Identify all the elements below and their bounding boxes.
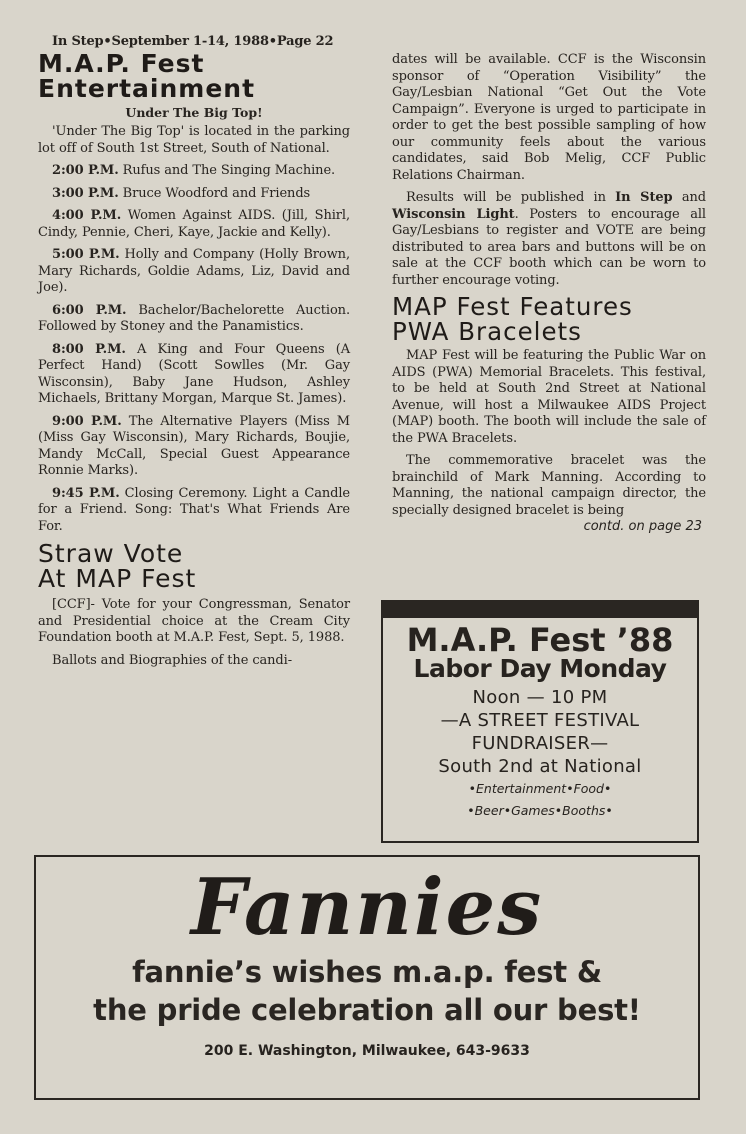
schedule-text: Women Against AIDS. (Jill, Shirl, Cindy, Pennie, Cheri, Kaye, Jackie and Kelly). — [38, 208, 350, 240]
box-title: M.A.P. Fest ’88 — [406, 621, 674, 659]
entertainment-headline-line1: M.A.P. Fest — [38, 49, 205, 78]
ad-message-line2: the pride celebration all our best! — [93, 993, 641, 1027]
pwa-headline-line1: MAP Fest Features — [392, 292, 633, 321]
schedule-item — [38, 486, 350, 536]
results-text: and — [672, 190, 706, 205]
fannies-logo: Fannies — [190, 862, 544, 953]
straw-vote-headline-line1: Straw Vote — [38, 539, 184, 568]
straw-vote-continued: dates will be available. CCF is the Wisconsin sponsor of “Operation Visibility” the Gay/Lesbian National “Get Out the Vote Campaign”. Everyone is urged to participate in order to get the best possible sampling of how our community feels about the various candidates, said Bob Melig, CCF Public Relations Chairman. — [392, 52, 706, 183]
straw-vote-paragraph: [CCF]- Vote for your Congressman, Senator and Presidential choice at the Cream City Foundation booth at M.A.P. Fest, Sept. 5, 1988. — [38, 597, 350, 645]
straw-vote-headline-line2: At MAP Fest — [38, 564, 197, 593]
schedule-text: Holly and Company (Holly Brown, Mary Richards, Goldie Adams, Liz, David and Joe). — [38, 247, 350, 295]
fannies-advertisement — [34, 855, 700, 1100]
schedule-item — [38, 247, 350, 297]
right-column — [392, 52, 706, 534]
schedule-text: A King and Four Queens (A Perfect Hand) (Scott Sowlles (Mr. Gay Wisconsin), Baby Jane Hudson, Ashley Michaels, Brittany Morgan, Marque St. James). — [38, 341, 350, 406]
entertainment-intro: 'Under The Big Top' is located in the parking lot off of South 1st Street, South of National. — [38, 124, 350, 156]
box-header-bar — [383, 602, 697, 618]
schedule-item — [38, 303, 350, 336]
publication-name: Wisconsin Light — [392, 206, 515, 222]
entertainment-headline-line2: Entertainment — [38, 74, 256, 103]
schedule-item — [38, 342, 350, 408]
schedule-item — [38, 208, 350, 241]
box-line: FUNDRAISER— — [471, 733, 609, 755]
box-line: —A STREET FESTIVAL — [440, 710, 640, 732]
schedule-text: Closing Ceremony. Light a Candle for a Friend. Song: That's What Friends Are For. — [38, 485, 350, 534]
left-column — [38, 34, 350, 675]
entertainment-subhead: Under The Big Top! — [125, 105, 263, 120]
continued-note: contd. on page 23 — [583, 519, 702, 534]
schedule-time: 9:45 P.M. — [52, 485, 120, 501]
map-fest-announcement-box — [381, 600, 699, 843]
article-entertainment — [38, 51, 350, 535]
box-tags: •Entertainment•Food• — [468, 781, 612, 797]
pwa-headline-line2: PWA Bracelets — [392, 316, 582, 346]
box-time: Noon — 10 PM — [472, 687, 608, 709]
straw-vote-results — [392, 190, 706, 289]
box-subtitle: Labor Day Monday — [413, 654, 667, 683]
article-straw-vote — [38, 541, 350, 669]
pwa-paragraph: The commemorative bracelet was the brainchild of Mark Manning. According to Manning, the national campaign director, the specially designed bracelet is being — [392, 453, 706, 518]
page-folio: In Step•September 1-14, 1988•Page 22 — [52, 34, 334, 49]
pwa-paragraph: MAP Fest will be featuring the Public War on AIDS (PWA) Memorial Bracelets. This festival, to be held at South 2nd Street at National Avenue, will host a Milwaukee AIDS Project (MAP) booth. The booth will include the sale of the PWA Bracelets. — [392, 348, 706, 446]
results-text: Results will be published in — [406, 190, 616, 205]
schedule-item — [38, 163, 350, 180]
schedule-time: 8:00 P.M. — [52, 341, 126, 357]
schedule-time: 5:00 P.M. — [52, 247, 120, 262]
schedule-item — [38, 414, 350, 480]
results-text: . Posters to encourage all Gay/Lesbians to register and VOTE are being distributed to area bars and buttons will be on sale at the CCF booth which can be worn to further encourage voting. — [392, 206, 706, 288]
box-tags: •Beer•Games•Booths• — [467, 803, 613, 819]
article-pwa-bracelets — [392, 292, 706, 534]
schedule-text: The Alternative Players (Miss M (Miss Gay Wisconsin), Mary Richards, Boujie, Mandy McCall, Special Guest Appearance Ronnie Marks). — [38, 413, 350, 478]
ad-address: 200 E. Washington, Milwaukee, 643-9633 — [204, 1043, 530, 1059]
ad-message-line1: fannie’s wishes m.a.p. fest & — [132, 955, 602, 989]
schedule-text: Bachelor/Bachelorette Auction. Followed by Stoney and the Panamistics. — [38, 302, 350, 334]
publication-name: In Step — [615, 190, 673, 205]
schedule-time: 6:00 P.M. — [52, 302, 127, 318]
schedule-item — [38, 186, 350, 203]
schedule-text: Rufus and The Singing Machine. — [118, 163, 336, 178]
box-location: South 2nd at National — [438, 756, 642, 778]
straw-vote-paragraph: Ballots and Biographies of the candi- — [52, 652, 292, 668]
schedule-text: Bruce Woodford and Friends — [118, 185, 311, 201]
schedule-time: 3:00 P.M. — [52, 185, 119, 201]
schedule-time: 2:00 P.M. — [52, 163, 119, 178]
schedule-time: 9:00 P.M. — [52, 413, 122, 429]
schedule-time: 4:00 P.M. — [52, 208, 122, 223]
